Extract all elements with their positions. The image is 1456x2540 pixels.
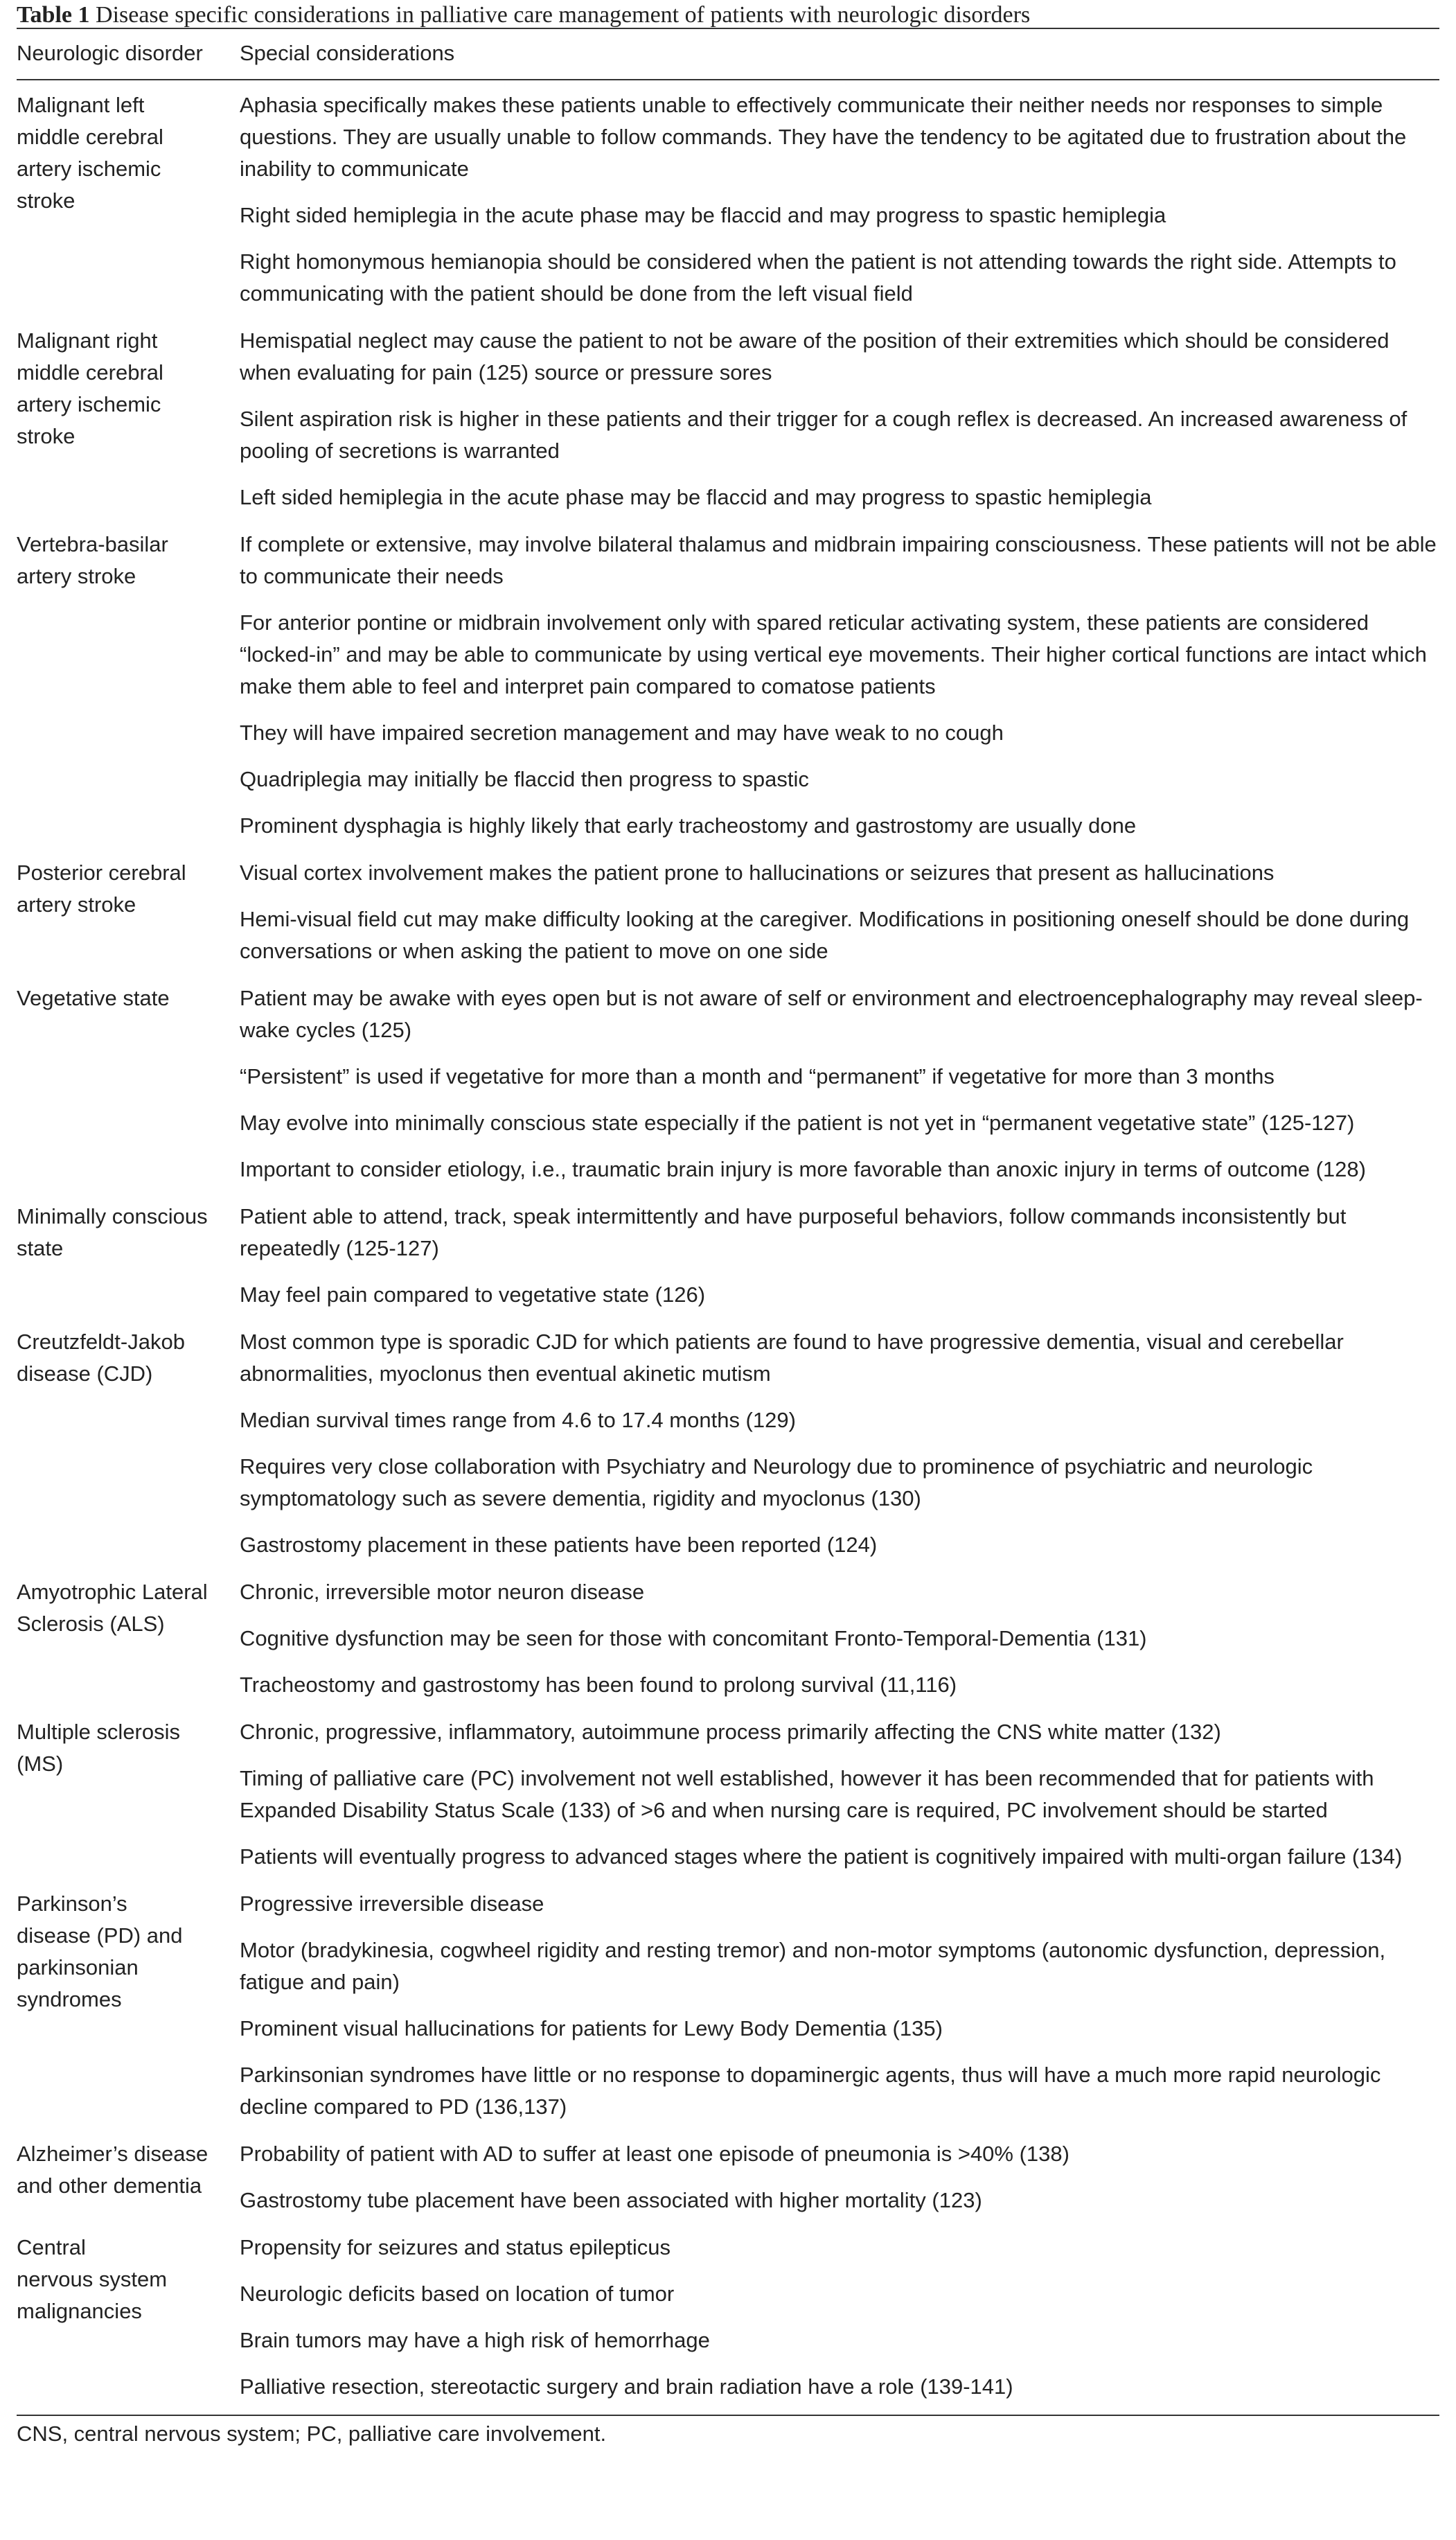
disorder-name-line: Alzheimer’s disease (17, 2142, 208, 2166)
table-header (17, 28, 1439, 80)
consideration-item: Right sided hemiplegia in the acute phase may be flaccid and may progress to spastic hemiplegia (240, 203, 1166, 227)
consideration-item: Left sided hemiplegia in the acute phase may be flaccid and may progress to spastic hemiplegia (240, 485, 1152, 509)
consideration-item: Motor (bradykinesia, cogwheel rigidity and resting tremor) and non-motor symptoms (autonomic dysfunction, depression, fatigue and pain) (240, 1938, 1386, 1994)
disorder-name-line: artery stroke (17, 564, 136, 588)
disorder-name-line: Posterior cerebral (17, 861, 186, 885)
considerations-cell (240, 1567, 1439, 1707)
consideration-item: For anterior pontine or midbrain involvement only with spared reticular activating system, these patients are considered “locked-in” and may be able to communicate by using vertical eye movements. Their higher cortical functions are intact which make them able to feel and interpret pain compared to comatose patients (240, 610, 1427, 698)
considerations-cell (240, 520, 1439, 848)
disorder-name-line: Creutzfeldt-Jakob (17, 1330, 185, 1354)
disorder-name-line: disease (CJD) (17, 1361, 153, 1386)
disorder-cell (17, 1567, 240, 1707)
consideration-item: Right homonymous hemianopia should be considered when the patient is not attending towards the right side. Attempts to communicating with the patient should be done from the left visual field (240, 249, 1396, 306)
disorder-name-line: syndromes (17, 1987, 122, 2011)
consideration-item: Median survival times range from 4.6 to 17.4 months (129) (240, 1408, 796, 1432)
disorder-cell (17, 973, 240, 1192)
considerations-table (17, 28, 1439, 2416)
table-caption-text: Disease specific considerations in palliative care management of patients with neurologic disorders (96, 2, 1031, 28)
consideration-item: Most common type is sporadic CJD for which patients are found to have progressive dementia, visual and cerebellar abnormalities, myoclonus then eventual akinetic mutism (240, 1330, 1344, 1386)
disorder-name-line: Parkinson’s (17, 1891, 127, 1916)
column-header-disorder: Neurologic disorder (17, 28, 240, 80)
disorder-name-line: and other dementia (17, 2173, 202, 2198)
consideration-item: Brain tumors may have a high risk of hemorrhage (240, 2328, 710, 2352)
consideration-item: “Persistent” is used if vegetative for more than a month and “permanent” if vegetative for more than 3 months (240, 1064, 1275, 1088)
consideration-item: Quadriplegia may initially be flaccid then progress to spastic (240, 767, 809, 791)
disorder-cell (17, 848, 240, 973)
table-caption (17, 0, 1439, 28)
table-row (17, 848, 1439, 973)
consideration-item: Progressive irreversible disease (240, 1891, 544, 1916)
disorder-cell (17, 2223, 240, 2415)
table-footnote: CNS, central nervous system; PC, palliative care involvement. (17, 2422, 607, 2446)
considerations-cell (240, 2223, 1439, 2415)
considerations-cell (240, 1879, 1439, 2129)
consideration-item: Aphasia specifically makes these patients unable to effectively communicate their neither needs nor responses to simple questions. They are usually unable to follow commands. They have the tendency to be agitated due to frustration about the inability to communicate (240, 93, 1407, 181)
table-header-row (17, 28, 1439, 80)
disorder-name-line: stroke (17, 424, 76, 448)
disorder-cell (17, 1317, 240, 1567)
disorder-cell (17, 316, 240, 520)
disorder-name-line: Amyotrophic Lateral (17, 1580, 208, 1604)
table-body (17, 80, 1439, 2415)
disorder-name-line: artery stroke (17, 892, 136, 917)
consideration-item: Prominent visual hallucinations for patients for Lewy Body Dementia (135) (240, 2016, 943, 2040)
consideration-item: Important to consider etiology, i.e., traumatic brain injury is more favorable than anoxic injury in terms of outcome (128) (240, 1157, 1366, 1181)
consideration-item: Patient may be awake with eyes open but is not aware of self or environment and electroencephalography may reveal sleep-wake cycles (125) (240, 986, 1423, 1042)
disorder-name-line: (MS) (17, 1752, 64, 1776)
table-caption-label: Table 1 (17, 2, 90, 28)
disorder-name-line: Vertebra-basilar (17, 532, 168, 556)
disorder-name-line: Multiple sclerosis (17, 1720, 181, 1744)
disorder-name-line: middle cerebral (17, 125, 163, 149)
consideration-item: Silent aspiration risk is higher in these patients and their trigger for a cough reflex is decreased. An increased awareness of pooling of secretions is warranted (240, 407, 1408, 463)
disorder-cell (17, 80, 240, 316)
considerations-cell (240, 1317, 1439, 1567)
disorder-name-line: Sclerosis (ALS) (17, 1612, 165, 1636)
table-row (17, 1317, 1439, 1567)
consideration-item: Chronic, irreversible motor neuron disease (240, 1580, 645, 1604)
consideration-item: Prominent dysphagia is highly likely that early tracheostomy and gastrostomy are usually done (240, 813, 1137, 838)
disorder-name-line: Malignant left (17, 93, 145, 117)
disorder-cell (17, 1879, 240, 2129)
consideration-item: Tracheostomy and gastrostomy has been found to prolong survival (11,116) (240, 1673, 957, 1697)
disorder-cell (17, 520, 240, 848)
consideration-item: Cognitive dysfunction may be seen for those with concomitant Fronto-Temporal-Dementia (131) (240, 1626, 1147, 1650)
table-row (17, 520, 1439, 848)
table-row (17, 1707, 1439, 1879)
considerations-cell (240, 1192, 1439, 1317)
disorder-cell (17, 1707, 240, 1879)
table-row (17, 973, 1439, 1192)
consideration-item: Hemi-visual field cut may make difficulty looking at the caregiver. Modifications in positioning oneself should be done during conversations or when asking the patient to move on one side (240, 907, 1410, 963)
disorder-name-line: artery ischemic (17, 392, 161, 416)
consideration-item: They will have impaired secretion management and may have weak to no cough (240, 721, 1004, 745)
consideration-item: Neurologic deficits based on location of tumor (240, 2282, 675, 2306)
consideration-item: Visual cortex involvement makes the patient prone to hallucinations or seizures that present as hallucinations (240, 861, 1275, 885)
consideration-item: Gastrostomy tube placement have been associated with higher mortality (123) (240, 2188, 982, 2212)
consideration-item: Parkinsonian syndromes have little or no response to dopaminergic agents, thus will have a much more rapid neurologic decline compared to PD (136,137) (240, 2063, 1381, 2119)
consideration-item: Palliative resection, stereotactic surgery and brain radiation have a role (139-141) (240, 2374, 1013, 2399)
table-row (17, 1567, 1439, 1707)
disorder-cell (17, 2129, 240, 2223)
disorder-name-line: Vegetative state (17, 986, 170, 1010)
consideration-item: May feel pain compared to vegetative state (126) (240, 1282, 706, 1307)
disorder-name-line: parkinsonian (17, 1955, 139, 1979)
disorder-name-line: Malignant right (17, 328, 158, 353)
disorder-name-line: middle cerebral (17, 360, 163, 385)
disorder-name-line: nervous system (17, 2267, 168, 2291)
consideration-item: If complete or extensive, may involve bilateral thalamus and midbrain impairing consciousness. These patients will not be able to communicate their needs (240, 532, 1437, 588)
table-row (17, 1879, 1439, 2129)
disorder-name-line: Minimally conscious (17, 1204, 208, 1228)
consideration-item: May evolve into minimally conscious state especially if the patient is not yet in “permanent vegetative state” (125-127) (240, 1111, 1355, 1135)
consideration-item: Requires very close collaboration with Psychiatry and Neurology due to prominence of psychiatric and neurologic symptomatology such as severe dementia, rigidity and myoclonus (130) (240, 1454, 1313, 1510)
disorder-name-line: artery ischemic (17, 157, 161, 181)
considerations-cell (240, 1707, 1439, 1879)
disorder-name-line: state (17, 1236, 64, 1260)
considerations-cell (240, 2129, 1439, 2223)
disorder-cell (17, 1192, 240, 1317)
disorder-name-line: stroke (17, 188, 76, 213)
disorder-name-line: malignancies (17, 2299, 142, 2323)
consideration-item: Propensity for seizures and status epilepticus (240, 2235, 671, 2259)
table-row (17, 2223, 1439, 2415)
table-row (17, 1192, 1439, 1317)
table-row (17, 316, 1439, 520)
column-header-considerations: Special considerations (240, 28, 1439, 80)
consideration-item: Patients will eventually progress to advanced stages where the patient is cognitively impaired with multi-organ failure (134) (240, 1844, 1403, 1869)
considerations-cell (240, 973, 1439, 1192)
disorder-name-line: disease (PD) and (17, 1923, 183, 1948)
disorder-name-line: Central (17, 2235, 86, 2259)
consideration-item: Timing of palliative care (PC) involvement not well established, however it has been recommended that for patients with Expanded Disability Status Scale (133) of >6 and when nursing care is required, PC involvement should be started (240, 1766, 1374, 1822)
considerations-cell (240, 848, 1439, 973)
consideration-item: Gastrostomy placement in these patients have been reported (124) (240, 1533, 878, 1557)
consideration-item: Hemispatial neglect may cause the patient to not be aware of the position of their extremities which should be considered when evaluating for pain (125) source or pressure sores (240, 328, 1390, 385)
table-row (17, 80, 1439, 316)
consideration-item: Probability of patient with AD to suffer at least one episode of pneumonia is >40% (138) (240, 2142, 1069, 2166)
considerations-cell (240, 80, 1439, 316)
consideration-item: Chronic, progressive, inflammatory, autoimmune process primarily affecting the CNS white matter (132) (240, 1720, 1221, 1744)
table-row (17, 2129, 1439, 2223)
consideration-item: Patient able to attend, track, speak intermittently and have purposeful behaviors, follow commands inconsistently but repeatedly (125-127) (240, 1204, 1347, 1260)
considerations-cell (240, 316, 1439, 520)
